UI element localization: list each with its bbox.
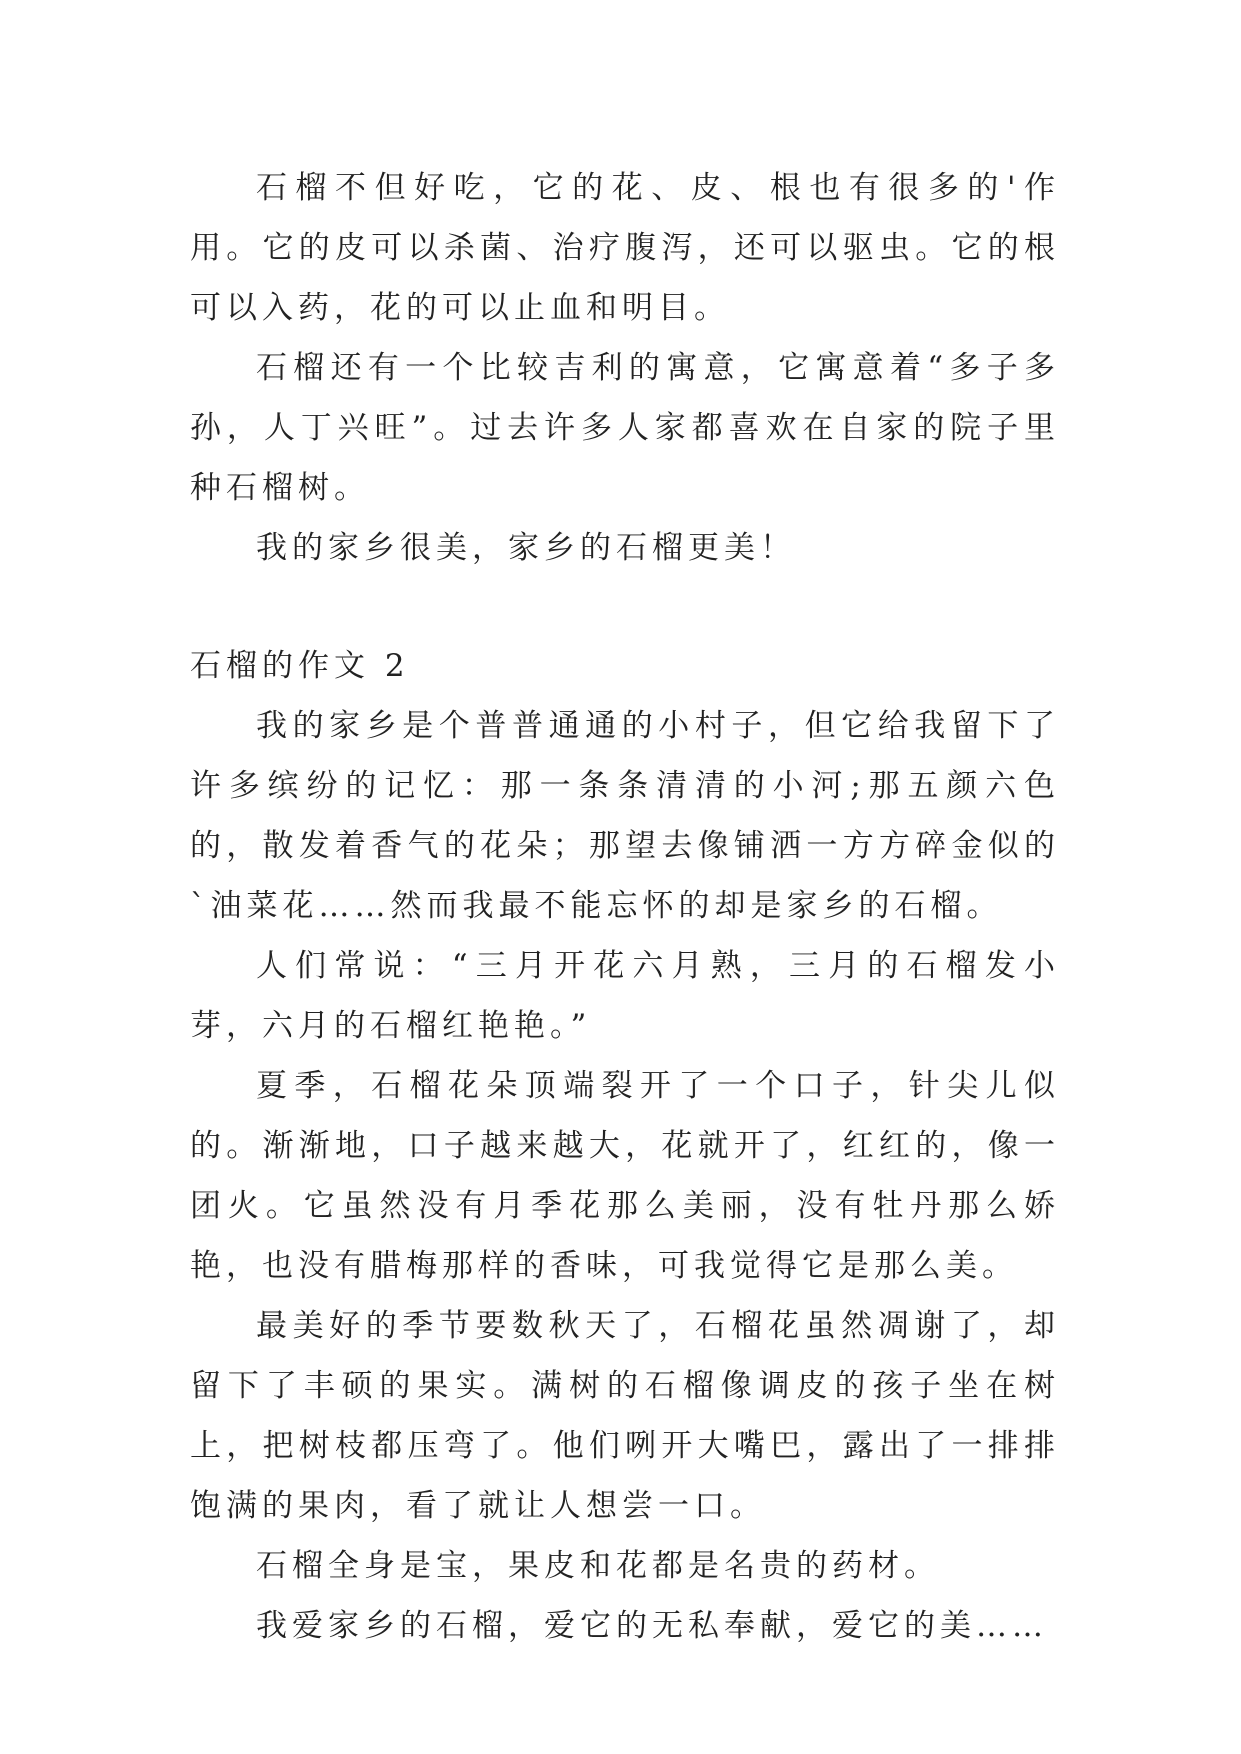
paragraph-hometown-beauty: 我的家乡很美，家乡的石榴更美！: [256, 530, 796, 566]
paragraph-love: 我爱家乡的石榴，爱它的无私奉献，爱它的美……: [256, 1608, 1048, 1644]
essay-title: 石榴的作文 2: [190, 648, 410, 684]
paragraph-auspicious-meaning: 石榴还有一个比较吉利的寓意，它寓意着“多子多孙，人丁兴旺”。过去许多人家都喜欢在自家的院子里种石榴树。: [190, 350, 1060, 506]
paragraph-pomegranate-uses: 石榴不但好吃，它的花、皮、根也有很多的'作用。它的皮可以杀菌、治疗腹泻，还可以驱虫。它的根可以入药，花的可以止血和明目。: [190, 170, 1060, 326]
paragraph-hometown-memories: 我的家乡是个普普通通的小村子，但它给我留下了许多缤纷的记忆：那一条条清清的小河;那五颜六色的，散发着香气的花朵；那望去像铺洒一方方碎金似的`油菜花……然而我最不能忘怀的却是家乡的石榴。: [190, 708, 1060, 924]
document-page: [190, 158, 1060, 1656]
paragraph-saying: 人们常说：“三月开花六月熟，三月的石榴发小芽，六月的石榴红艳艳。”: [190, 948, 1060, 1044]
paragraph-summer: 夏季，石榴花朵顶端裂开了一个口子，针尖儿似的。渐渐地，口子越来越大，花就开了，红红的，像一团火。它虽然没有月季花那么美丽，没有牡丹那么娇艳，也没有腊梅那样的香味，可我觉得它是那么美。: [190, 1068, 1060, 1284]
paragraph-autumn: 最美好的季节要数秋天了，石榴花虽然凋谢了，却留下了丰硕的果实。满树的石榴像调皮的孩子坐在树上，把树枝都压弯了。他们咧开大嘴巴，露出了一排排饱满的果肉，看了就让人想尝一口。: [190, 1308, 1060, 1524]
paragraph-treasure: 石榴全身是宝，果皮和花都是名贵的药材。: [256, 1548, 940, 1584]
